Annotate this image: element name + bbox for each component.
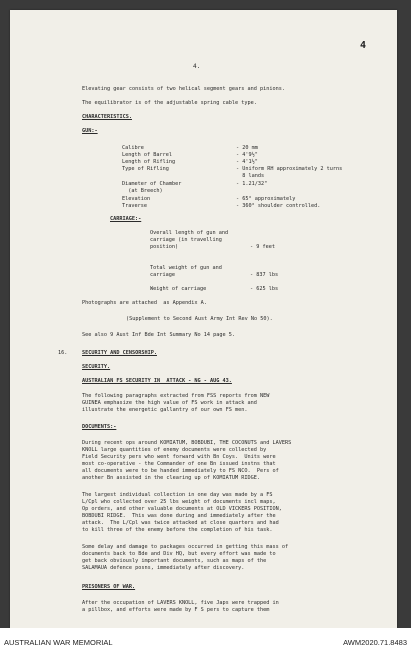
footer-source: AUSTRALIAN WAR MEMORIAL: [4, 638, 113, 647]
gun-row-value: - 4'9½": [236, 152, 258, 158]
para-line: After the occupation of LAVERS KNOLL, five Japs were trapped in: [82, 600, 279, 606]
para-line: Field Security pers who went forward with Bn Coys. Units were: [82, 454, 276, 460]
para-line: The largest individual collection in one day was made by a FS: [82, 492, 273, 498]
para-line: BOBDUBI RIDGE. This was done during and immediately after the: [82, 513, 276, 519]
carriage-row-key: Overall length of gun and: [150, 230, 229, 236]
gun-row-key: Calibre: [122, 145, 144, 151]
para-line: Op orders, and other valuable documents at OLD VICKERS POSITION,: [82, 506, 282, 512]
carriage-row-value: - 837 lbs: [250, 272, 279, 278]
para-line: most co-operative - the Commander of one Bn issued instns that: [82, 461, 276, 467]
carriage-heading: CARRIAGE:-: [110, 216, 142, 222]
documents-heading: DOCUMENTS:-: [82, 424, 117, 430]
characteristics-heading: CHARACTERISTICS.: [82, 114, 132, 120]
para-line: another Bn assisted in the clearing up of KOMIATUM RIDGE.: [82, 475, 261, 481]
gun-row-key: Traverse: [122, 203, 147, 209]
gun-row-key: Length of Barrel: [122, 152, 172, 158]
gun-row-value: - 4'1½": [236, 159, 258, 165]
para-line: The following paragraphs extracted from FSS reports from NEW: [82, 393, 270, 399]
carriage-row-key: position): [150, 244, 179, 250]
gun-row-key: Type of Rifling: [122, 166, 169, 172]
para-line: GUINEA emphasize the high value of FS work in attack and: [82, 400, 257, 406]
para-line: SALAMAUA defence posns, immediately after discovery.: [82, 565, 245, 571]
para-line: get back obviously important documents, such as maps of the: [82, 558, 267, 564]
carriage-row-value: - 625 lbs: [250, 286, 279, 292]
carriage-row-key: Weight of carriage: [150, 286, 207, 292]
security-subheading: AUSTRALIAN FS SECURITY IN ATTACK - NG - AUG 43.: [82, 378, 232, 384]
archive-footer: [0, 628, 411, 653]
gun-row-value: - 20 mm: [236, 145, 258, 151]
gun-row-value: 8 lands: [236, 173, 265, 179]
gun-row-key: (at Breech): [122, 188, 163, 194]
gun-row-value: - 65° approximately: [236, 196, 296, 202]
para-line: a pillbox, and efforts were made by F S pers to capture them: [82, 607, 270, 613]
security-heading: SECURITY.: [82, 364, 111, 370]
para-line: to kill three of the enemy before the completion of his task.: [82, 527, 273, 533]
para-line: all documents were to be handed immediately to FS NCO. Pers of: [82, 468, 279, 474]
intro-line: Elevating gear consists of two helical segment gears and pinions.: [82, 86, 286, 92]
footer-accession: AWM2020.71.8483: [343, 638, 407, 647]
gun-row-key: Diameter of Chamber: [122, 181, 182, 187]
para-line: KNOLL large quantities of enemy documents were collected by: [82, 447, 267, 453]
page-number: 4.: [193, 63, 201, 70]
pow-heading: PRISONERS OF WAR.: [82, 584, 136, 590]
gun-heading: GUN:-: [82, 128, 98, 134]
para-line: documents back to Bde and Div HQ, but every effort was made to: [82, 551, 276, 557]
photos-line: Photographs are attached as Appendix A.: [82, 300, 207, 306]
intro-line: The equilibrator is of the adjustable spring cable type.: [82, 100, 257, 106]
supplement-line: (Supplement to Second Aust Army Int Rev No 50).: [126, 316, 273, 322]
gun-row-value: - 360° shoulder controlled.: [236, 203, 321, 209]
corner-page-mark: 4: [360, 40, 367, 51]
see-also-line: See also 9 Aust Inf Bde Int Summary No 14 page 5.: [82, 332, 236, 338]
gun-row-key: Length of Rifling: [122, 159, 176, 165]
gun-row-key: Elevation: [122, 196, 151, 202]
para-line: attack. The L/Cpl was twice attacked at close quarters and had: [82, 520, 279, 526]
carriage-row-key: carriage: [150, 272, 175, 278]
section-number: 16.: [58, 350, 68, 356]
carriage-row-value: - 9 feet: [250, 244, 275, 250]
para-line: Some delay and damage to packages occurred in getting this mass of: [82, 544, 289, 550]
para-line: L/Cpl who collected over 25 lbs weight of documents incl maps,: [82, 499, 276, 505]
para-line: illustrate the energetic gallantry of our own FS men.: [82, 407, 248, 413]
section-heading: SECURITY AND CENSORSHIP.: [82, 350, 157, 356]
carriage-row-key: Total weight of gun and: [150, 265, 222, 271]
gun-row-value: - 1.21/32": [236, 181, 268, 187]
gun-row-value: - Uniform RH approximately 2 turns: [236, 166, 343, 172]
carriage-row-key: carriage (in travelling: [150, 237, 222, 243]
para-line: During recent ops around KOMIATUM, BOBDUBI, THE COCONUTS and LAVERS: [82, 440, 292, 446]
